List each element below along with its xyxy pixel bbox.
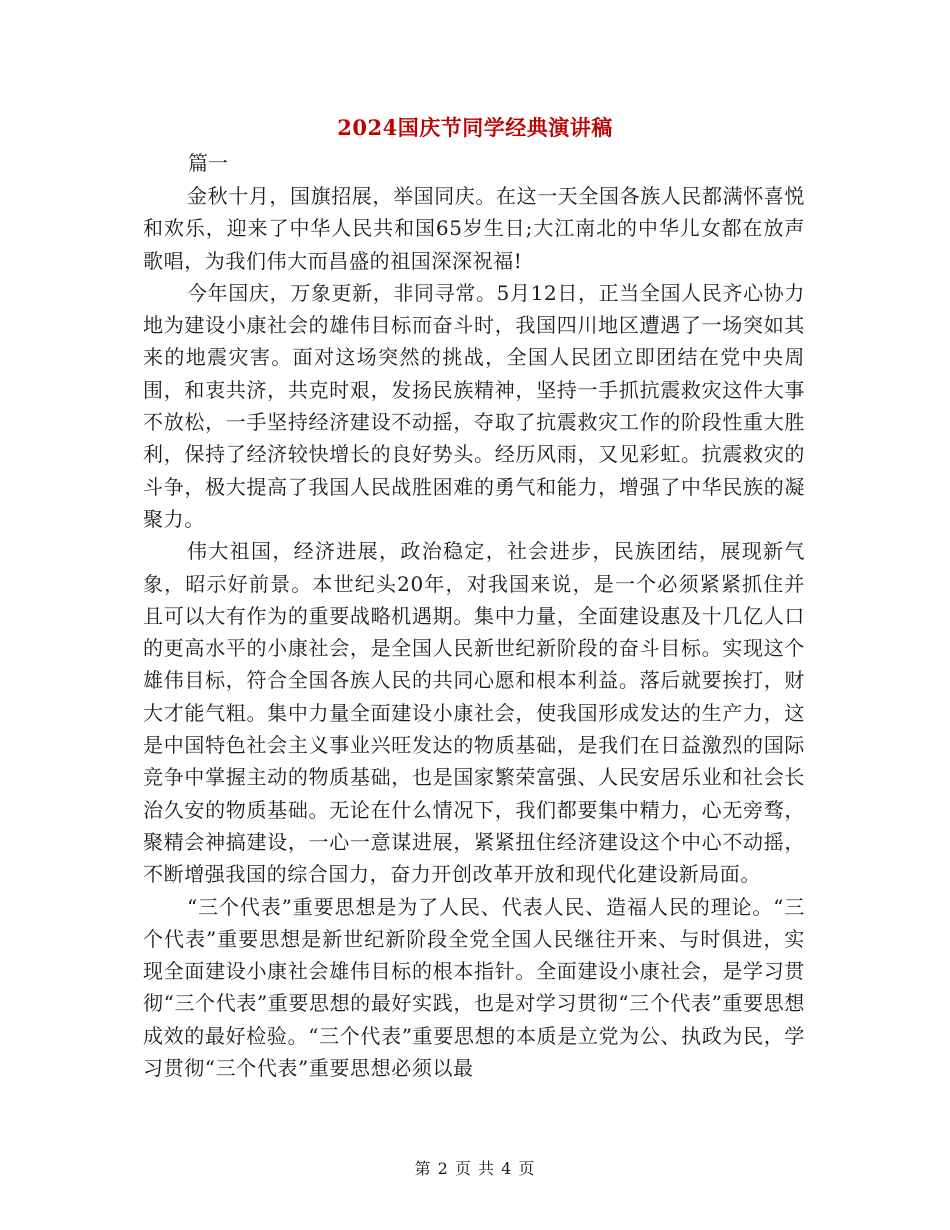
document-body — [143, 180, 805, 1084]
paragraph: 伟大祖国，经济进展，政治稳定，社会进步，民族团结，展现新气象，昭示好前景。本世纪头20年，对我国来说，是一个必须紧紧抓住并且可以大有作为的重要战略机遇期。集中力量，全面建设惠及十几亿人口的更高水平的小康社会，是全国人民新世纪新阶段的奋斗目标。实现这个雄伟目标，符合全国各族人民的共同心愿和根本利益。落后就要挨打，财大才能气粗。集中力量全面建设小康社会，使我国形成发达的生产力，这是中国特色社会主义事业兴旺发达的物质基础，是我们在日益激烈的国际竞争中掌握主动的物质基础，也是国家繁荣富强、人民安居乐业和社会长治久安的物质基础。无论在什么情况下，我们都要集中精力，心无旁骛，聚精会神搞建设，一心一意谋进展，紧紧扭住经济建设这个中心不动摇，不断增强我国的综合国力，奋力开创改革开放和现代化建设新局面。 — [143, 539, 805, 887]
page-number-footer: 第 2 页 共 4 页 — [414, 1159, 536, 1178]
section-label: 篇一 — [188, 151, 228, 175]
paragraph: 今年国庆，万象更新，非同寻常。5月12日，正当全国人民齐心协力地为建设小康社会的雄伟目标而奋斗时，我国四川地区遭遇了一场突如其来的地震灾害。面对这场突然的挑战，全国人民团立即团结在党中央周围，和衷共济，共克时艰，发扬民族精神，坚持一手抓抗震救灾这件大事不放松，一手坚持经济建设不动摇，夺取了抗震救灾工作的阶段性重大胜利，保持了经济较快增长的良好势头。经历风雨，又见彩虹。抗震救灾的斗争，极大提高了我国人民战胜困难的勇气和能力，增强了中华民族的凝聚力。 — [143, 280, 805, 531]
document-title: 2024国庆节同学经典演讲稿 — [337, 115, 613, 140]
paragraph: 金秋十月，国旗招展，举国同庆。在这一天全国各族人民都满怀喜悦和欢乐，迎来了中华人民共和国65岁生日;大江南北的中华儿女都在放声歌唱，为我们伟大而昌盛的祖国深深祝福! — [143, 184, 805, 273]
paragraph: “三个代表”重要思想是为了人民、代表人民、造福人民的理论。“三个代表”重要思想是新世纪新阶段全党全国人民继往开来、与时俱进，实现全面建设小康社会雄伟目标的根本指针。全面建设小康社会，是学习贯彻“三个代表”重要思想的最好实践，也是对学习贯彻“三个代表”重要思想成效的最好检验。“三个代表”重要思想的本质是立党为公、执政为民，学习贯彻“三个代表”重要思想必须以最 — [143, 894, 805, 1081]
